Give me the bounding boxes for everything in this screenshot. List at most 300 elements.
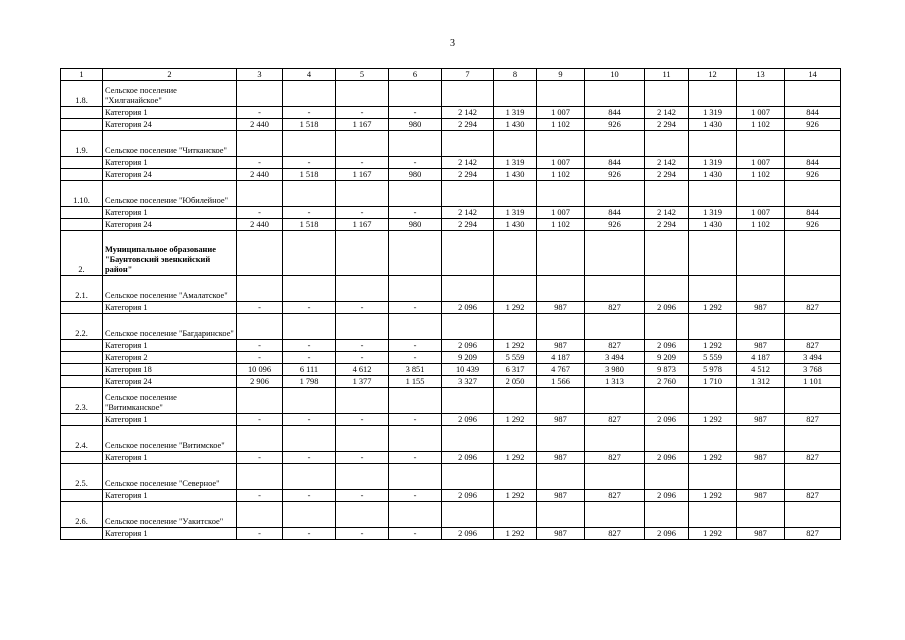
value-cell: 926 bbox=[785, 169, 841, 181]
value-cell: 2 142 bbox=[442, 207, 494, 219]
value-cell: 1 292 bbox=[494, 490, 537, 502]
value-cell: 2 096 bbox=[442, 414, 494, 426]
row-index bbox=[61, 207, 103, 219]
value-cell bbox=[689, 276, 737, 302]
value-cell bbox=[537, 231, 585, 276]
value-cell: - bbox=[237, 490, 283, 502]
row-index bbox=[61, 528, 103, 540]
value-cell: - bbox=[283, 414, 336, 426]
value-cell: 6 111 bbox=[283, 364, 336, 376]
value-cell bbox=[237, 131, 283, 157]
value-cell: 1 377 bbox=[336, 376, 389, 388]
value-cell: 926 bbox=[585, 219, 645, 231]
value-cell bbox=[442, 464, 494, 490]
value-cell bbox=[283, 131, 336, 157]
value-cell bbox=[336, 181, 389, 207]
value-cell bbox=[645, 464, 689, 490]
value-cell: - bbox=[283, 452, 336, 464]
value-cell: 1 007 bbox=[737, 107, 785, 119]
value-cell: - bbox=[237, 302, 283, 314]
value-cell: 1 101 bbox=[785, 376, 841, 388]
value-cell: 1 292 bbox=[689, 528, 737, 540]
value-cell: 827 bbox=[585, 490, 645, 502]
value-cell bbox=[389, 231, 442, 276]
value-cell: 1 007 bbox=[737, 207, 785, 219]
value-cell: 1 007 bbox=[537, 207, 585, 219]
column-header: 10 bbox=[585, 69, 645, 81]
value-cell: 2 294 bbox=[645, 169, 689, 181]
value-cell bbox=[585, 181, 645, 207]
value-cell bbox=[283, 426, 336, 452]
value-cell bbox=[283, 388, 336, 414]
value-cell bbox=[283, 181, 336, 207]
value-cell bbox=[785, 231, 841, 276]
value-cell bbox=[737, 131, 785, 157]
settlement-row bbox=[61, 81, 841, 107]
value-cell: 827 bbox=[785, 340, 841, 352]
column-header: 4 bbox=[283, 69, 336, 81]
settlement-row bbox=[61, 181, 841, 207]
row-index bbox=[61, 452, 103, 464]
category-row bbox=[61, 490, 841, 502]
column-header: 5 bbox=[336, 69, 389, 81]
value-cell: 1 292 bbox=[689, 490, 737, 502]
value-cell bbox=[737, 276, 785, 302]
column-header: 14 bbox=[785, 69, 841, 81]
value-cell bbox=[336, 502, 389, 528]
row-index bbox=[61, 414, 103, 426]
value-cell bbox=[585, 426, 645, 452]
value-cell: 1 102 bbox=[737, 169, 785, 181]
value-cell bbox=[737, 464, 785, 490]
value-cell: 1 430 bbox=[494, 169, 537, 181]
value-cell: 1 319 bbox=[494, 157, 537, 169]
value-cell bbox=[785, 131, 841, 157]
category-row bbox=[61, 352, 841, 364]
settlement-row bbox=[61, 426, 841, 452]
value-cell: 5 978 bbox=[689, 364, 737, 376]
row-name: Категория 1 bbox=[103, 414, 237, 426]
value-cell bbox=[283, 464, 336, 490]
value-cell: 2 142 bbox=[442, 107, 494, 119]
row-name: Категория 18 bbox=[103, 364, 237, 376]
value-cell: - bbox=[336, 157, 389, 169]
settlement-row bbox=[61, 314, 841, 340]
category-row bbox=[61, 207, 841, 219]
value-cell: 827 bbox=[785, 528, 841, 540]
value-cell: 2 440 bbox=[237, 219, 283, 231]
value-cell bbox=[537, 502, 585, 528]
value-cell: 1 007 bbox=[737, 157, 785, 169]
row-name: Сельское поселение "Уакитское" bbox=[103, 502, 237, 528]
value-cell: 926 bbox=[585, 119, 645, 131]
row-index bbox=[61, 302, 103, 314]
category-row bbox=[61, 169, 841, 181]
row-name: Категория 1 bbox=[103, 528, 237, 540]
row-index: 2.3. bbox=[61, 388, 103, 414]
value-cell bbox=[785, 276, 841, 302]
value-cell: 2 096 bbox=[645, 414, 689, 426]
value-cell: 1 292 bbox=[689, 414, 737, 426]
value-cell bbox=[494, 464, 537, 490]
row-index: 1.9. bbox=[61, 131, 103, 157]
value-cell bbox=[494, 502, 537, 528]
row-name: Категория 1 bbox=[103, 207, 237, 219]
value-cell bbox=[537, 131, 585, 157]
value-cell bbox=[494, 131, 537, 157]
value-cell: 987 bbox=[537, 452, 585, 464]
value-cell bbox=[737, 388, 785, 414]
category-row bbox=[61, 376, 841, 388]
value-cell: - bbox=[336, 414, 389, 426]
value-cell bbox=[442, 231, 494, 276]
value-cell: 1 007 bbox=[537, 107, 585, 119]
value-cell: - bbox=[389, 302, 442, 314]
value-cell bbox=[389, 314, 442, 340]
row-index bbox=[61, 119, 103, 131]
value-cell bbox=[785, 181, 841, 207]
value-cell: 2 294 bbox=[442, 169, 494, 181]
row-name: Сельское поселение "Юбилейное" bbox=[103, 181, 237, 207]
category-row bbox=[61, 219, 841, 231]
row-name: Категория 1 bbox=[103, 107, 237, 119]
value-cell: 1 319 bbox=[689, 157, 737, 169]
value-cell: - bbox=[336, 302, 389, 314]
row-name: Категория 1 bbox=[103, 157, 237, 169]
value-cell: 987 bbox=[737, 490, 785, 502]
column-header: 2 bbox=[103, 69, 237, 81]
value-cell bbox=[283, 231, 336, 276]
column-header: 6 bbox=[389, 69, 442, 81]
value-cell: 2 142 bbox=[645, 157, 689, 169]
category-row bbox=[61, 528, 841, 540]
value-cell: 3 494 bbox=[585, 352, 645, 364]
value-cell: 2 294 bbox=[442, 119, 494, 131]
value-cell: 4 767 bbox=[537, 364, 585, 376]
value-cell: 2 096 bbox=[442, 302, 494, 314]
value-cell: 1 430 bbox=[494, 219, 537, 231]
value-cell: 1 167 bbox=[336, 219, 389, 231]
value-cell bbox=[389, 276, 442, 302]
value-cell: 827 bbox=[785, 452, 841, 464]
value-cell: 987 bbox=[737, 302, 785, 314]
value-cell bbox=[494, 231, 537, 276]
row-name: Категория 24 bbox=[103, 219, 237, 231]
row-name: Сельское поселение "Витимканское" bbox=[103, 388, 237, 414]
value-cell bbox=[237, 426, 283, 452]
value-cell: 1 007 bbox=[537, 157, 585, 169]
row-index: 2.2. bbox=[61, 314, 103, 340]
value-cell bbox=[585, 388, 645, 414]
row-index: 1.10. bbox=[61, 181, 103, 207]
settlement-row bbox=[61, 502, 841, 528]
value-cell: 1 167 bbox=[336, 119, 389, 131]
value-cell: - bbox=[283, 302, 336, 314]
value-cell: - bbox=[336, 352, 389, 364]
row-index bbox=[61, 364, 103, 376]
row-name: Категория 24 bbox=[103, 119, 237, 131]
row-index: 2.4. bbox=[61, 426, 103, 452]
value-cell bbox=[585, 276, 645, 302]
value-cell: 2 096 bbox=[442, 340, 494, 352]
value-cell bbox=[585, 502, 645, 528]
value-cell: 827 bbox=[585, 340, 645, 352]
value-cell bbox=[336, 81, 389, 107]
header-row bbox=[61, 69, 841, 81]
value-cell bbox=[785, 426, 841, 452]
row-index bbox=[61, 490, 103, 502]
value-cell bbox=[494, 426, 537, 452]
value-cell bbox=[645, 81, 689, 107]
value-cell: 827 bbox=[785, 414, 841, 426]
value-cell: 4 187 bbox=[537, 352, 585, 364]
value-cell bbox=[237, 81, 283, 107]
value-cell bbox=[537, 388, 585, 414]
value-cell: - bbox=[389, 452, 442, 464]
value-cell bbox=[442, 181, 494, 207]
value-cell bbox=[442, 502, 494, 528]
value-cell: 1 798 bbox=[283, 376, 336, 388]
value-cell: 2 096 bbox=[645, 302, 689, 314]
value-cell bbox=[494, 181, 537, 207]
column-header: 3 bbox=[237, 69, 283, 81]
value-cell bbox=[389, 426, 442, 452]
value-cell bbox=[283, 314, 336, 340]
value-cell bbox=[537, 426, 585, 452]
value-cell bbox=[689, 181, 737, 207]
row-index bbox=[61, 219, 103, 231]
value-cell bbox=[645, 276, 689, 302]
value-cell: - bbox=[237, 414, 283, 426]
value-cell bbox=[645, 231, 689, 276]
value-cell: 2 096 bbox=[442, 528, 494, 540]
value-cell bbox=[689, 81, 737, 107]
value-cell: 987 bbox=[737, 340, 785, 352]
row-name: Сельское поселение "Читканское" bbox=[103, 131, 237, 157]
value-cell: 1 430 bbox=[494, 119, 537, 131]
value-cell: 9 209 bbox=[645, 352, 689, 364]
value-cell: 1 430 bbox=[689, 119, 737, 131]
value-cell bbox=[442, 276, 494, 302]
value-cell: - bbox=[389, 414, 442, 426]
value-cell: 980 bbox=[389, 169, 442, 181]
row-name: Сельское поселение "Хилганайское" bbox=[103, 81, 237, 107]
value-cell: 1 102 bbox=[537, 169, 585, 181]
row-index bbox=[61, 107, 103, 119]
value-cell bbox=[283, 502, 336, 528]
value-cell: 1 566 bbox=[537, 376, 585, 388]
value-cell: - bbox=[336, 207, 389, 219]
value-cell: 2 096 bbox=[645, 340, 689, 352]
value-cell: 987 bbox=[537, 490, 585, 502]
value-cell bbox=[336, 231, 389, 276]
value-cell bbox=[237, 314, 283, 340]
value-cell: 844 bbox=[585, 107, 645, 119]
value-cell: 10 439 bbox=[442, 364, 494, 376]
row-name: Сельское поселение "Амалатское" bbox=[103, 276, 237, 302]
row-name: Категория 24 bbox=[103, 376, 237, 388]
value-cell: 987 bbox=[537, 302, 585, 314]
value-cell: 980 bbox=[389, 219, 442, 231]
value-cell: 987 bbox=[737, 528, 785, 540]
value-cell bbox=[389, 81, 442, 107]
value-cell: 980 bbox=[389, 119, 442, 131]
value-cell: - bbox=[389, 528, 442, 540]
value-cell: 5 559 bbox=[689, 352, 737, 364]
value-cell: 1 292 bbox=[494, 528, 537, 540]
value-cell: 844 bbox=[785, 207, 841, 219]
value-cell bbox=[585, 81, 645, 107]
value-cell: - bbox=[283, 157, 336, 169]
value-cell bbox=[737, 314, 785, 340]
value-cell bbox=[737, 426, 785, 452]
row-index: 2.6. bbox=[61, 502, 103, 528]
column-header: 9 bbox=[537, 69, 585, 81]
row-name: Категория 1 bbox=[103, 490, 237, 502]
value-cell: - bbox=[283, 207, 336, 219]
value-cell bbox=[494, 276, 537, 302]
value-cell: 4 612 bbox=[336, 364, 389, 376]
value-cell bbox=[336, 276, 389, 302]
value-cell: 827 bbox=[585, 302, 645, 314]
value-cell bbox=[785, 502, 841, 528]
value-cell: - bbox=[336, 528, 389, 540]
value-cell bbox=[585, 314, 645, 340]
value-cell: 844 bbox=[585, 207, 645, 219]
value-cell: 844 bbox=[785, 107, 841, 119]
row-name: Сельское поселение "Багдаринское" bbox=[103, 314, 237, 340]
value-cell: - bbox=[389, 207, 442, 219]
value-cell: 827 bbox=[785, 302, 841, 314]
value-cell: 2 096 bbox=[645, 452, 689, 464]
value-cell: 1 292 bbox=[689, 452, 737, 464]
row-name: Категория 24 bbox=[103, 169, 237, 181]
value-cell: 1 292 bbox=[494, 452, 537, 464]
value-cell: 987 bbox=[537, 340, 585, 352]
value-cell: 3 851 bbox=[389, 364, 442, 376]
value-cell bbox=[494, 314, 537, 340]
value-cell: 4 512 bbox=[737, 364, 785, 376]
row-index bbox=[61, 157, 103, 169]
value-cell: 827 bbox=[785, 490, 841, 502]
value-cell: - bbox=[283, 490, 336, 502]
value-cell: 987 bbox=[537, 414, 585, 426]
category-row bbox=[61, 302, 841, 314]
value-cell: 1 430 bbox=[689, 169, 737, 181]
row-index: 2. bbox=[61, 231, 103, 276]
value-cell bbox=[237, 231, 283, 276]
value-cell: 987 bbox=[537, 528, 585, 540]
value-cell bbox=[585, 464, 645, 490]
value-cell bbox=[785, 464, 841, 490]
row-name: Сельское поселение "Витимское" bbox=[103, 426, 237, 452]
value-cell bbox=[389, 388, 442, 414]
value-cell bbox=[585, 131, 645, 157]
row-name: Категория 1 bbox=[103, 302, 237, 314]
value-cell: - bbox=[237, 157, 283, 169]
value-cell bbox=[689, 388, 737, 414]
value-cell: - bbox=[237, 352, 283, 364]
value-cell: 2 294 bbox=[645, 219, 689, 231]
value-cell: 2 760 bbox=[645, 376, 689, 388]
tariff-table bbox=[60, 68, 841, 540]
row-index: 2.5. bbox=[61, 464, 103, 490]
value-cell: 2 142 bbox=[645, 107, 689, 119]
value-cell: 9 209 bbox=[442, 352, 494, 364]
value-cell: 1 167 bbox=[336, 169, 389, 181]
row-index: 2.1. bbox=[61, 276, 103, 302]
table-body bbox=[61, 81, 841, 540]
value-cell bbox=[442, 388, 494, 414]
value-cell: - bbox=[336, 107, 389, 119]
value-cell bbox=[336, 131, 389, 157]
value-cell: 2 294 bbox=[442, 219, 494, 231]
value-cell bbox=[537, 314, 585, 340]
settlement-row bbox=[61, 388, 841, 414]
value-cell: 4 187 bbox=[737, 352, 785, 364]
value-cell: 1 319 bbox=[689, 107, 737, 119]
value-cell: - bbox=[237, 207, 283, 219]
category-row bbox=[61, 340, 841, 352]
value-cell: 1 292 bbox=[494, 414, 537, 426]
value-cell: - bbox=[237, 107, 283, 119]
value-cell: 3 494 bbox=[785, 352, 841, 364]
value-cell: - bbox=[336, 452, 389, 464]
value-cell bbox=[389, 502, 442, 528]
page-number: 3 bbox=[450, 38, 455, 49]
category-row bbox=[61, 414, 841, 426]
value-cell: 3 768 bbox=[785, 364, 841, 376]
value-cell bbox=[537, 276, 585, 302]
value-cell bbox=[237, 502, 283, 528]
value-cell bbox=[336, 388, 389, 414]
value-cell bbox=[737, 502, 785, 528]
value-cell bbox=[237, 276, 283, 302]
settlement-row bbox=[61, 276, 841, 302]
value-cell: 1 102 bbox=[737, 219, 785, 231]
value-cell: 1 518 bbox=[283, 169, 336, 181]
value-cell bbox=[689, 502, 737, 528]
value-cell: 1 518 bbox=[283, 119, 336, 131]
value-cell: 2 096 bbox=[645, 490, 689, 502]
category-row bbox=[61, 157, 841, 169]
value-cell: 2 142 bbox=[442, 157, 494, 169]
value-cell: 844 bbox=[785, 157, 841, 169]
row-name: Категория 2 bbox=[103, 352, 237, 364]
municipality-row bbox=[61, 231, 841, 276]
value-cell: 2 050 bbox=[494, 376, 537, 388]
value-cell: 1 102 bbox=[537, 219, 585, 231]
settlement-row bbox=[61, 131, 841, 157]
value-cell: - bbox=[389, 490, 442, 502]
value-cell: - bbox=[283, 352, 336, 364]
value-cell: 2 294 bbox=[645, 119, 689, 131]
value-cell bbox=[645, 426, 689, 452]
value-cell bbox=[237, 388, 283, 414]
value-cell bbox=[645, 131, 689, 157]
value-cell: - bbox=[389, 157, 442, 169]
value-cell: - bbox=[336, 340, 389, 352]
value-cell: 926 bbox=[785, 219, 841, 231]
value-cell: - bbox=[283, 528, 336, 540]
column-header: 12 bbox=[689, 69, 737, 81]
value-cell bbox=[336, 426, 389, 452]
value-cell bbox=[737, 231, 785, 276]
value-cell bbox=[645, 388, 689, 414]
value-cell bbox=[336, 314, 389, 340]
row-index bbox=[61, 376, 103, 388]
value-cell: 2 142 bbox=[645, 207, 689, 219]
